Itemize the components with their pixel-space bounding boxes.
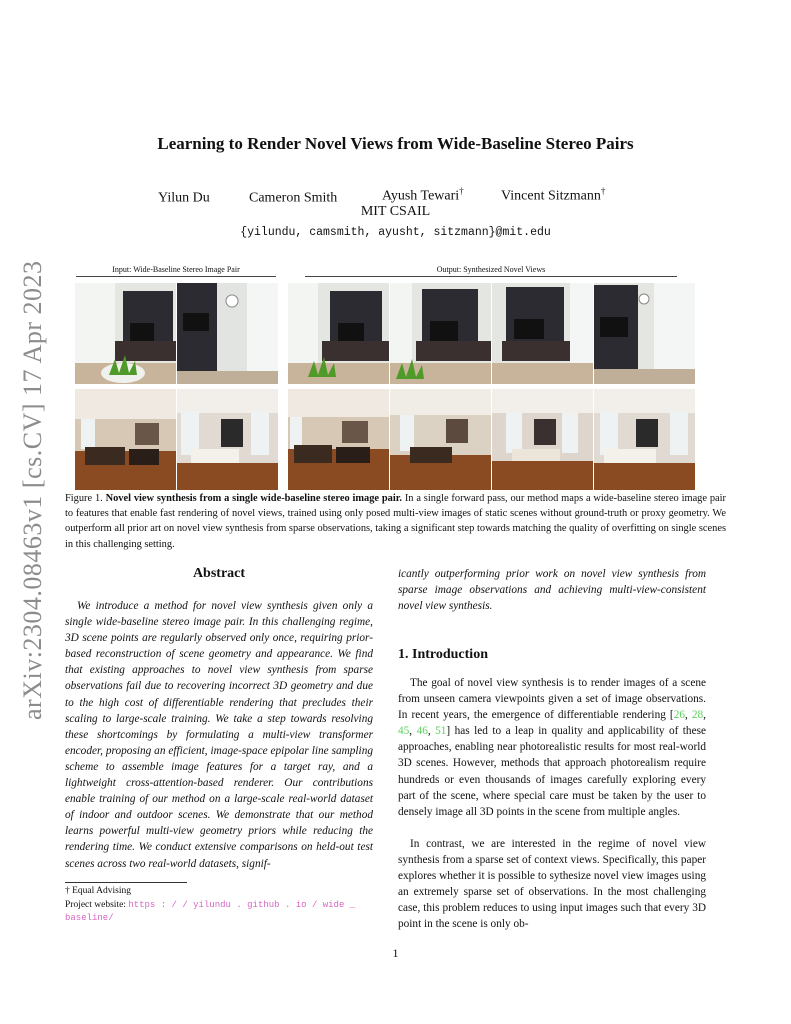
intro-paragraph-1: The goal of novel view synthesis is to render images of a scene from unseen camera viewpoints given a set of image observations. In recent years, the emergence of differentiable rendering [26, 28, 45, 46, 51] has led to a leap in quality and applicability of these approaches, enabling near photorealistic results for most real-world 3D scenes. However, methods that approach photorealism require hundreds or even thousands of images carefully exploring every part of the scene, where special care must be taken by the user to densely image all 3D points in the scene from multiple angles. (398, 677, 706, 818)
novel-view-2b (390, 389, 491, 490)
input-image-1b (177, 283, 278, 384)
figure-caption-bold: Novel view synthesis from a single wide-baseline stereo image pair. (105, 493, 402, 504)
citation-link[interactable]: 51 (435, 725, 447, 738)
introduction-heading: 1. Introduction (398, 647, 488, 662)
project-website-note: Project website: https : / / yilundu . github . io / wide _ baseline/ (65, 900, 356, 923)
novel-view-1c (492, 283, 593, 384)
author-1: Yilun Du (158, 190, 210, 206)
input-panel-rule (76, 276, 276, 277)
novel-view-2d (594, 389, 695, 490)
input-panel-label: Input: Wide-Baseline Stereo Image Pair (112, 265, 240, 274)
citation-link[interactable]: 45 (398, 725, 410, 738)
author-3: Ayush Tewari† (382, 186, 464, 204)
output-panel-rule (305, 276, 677, 277)
page-number: 1 (392, 946, 399, 960)
intro-paragraph-2: In contrast, we are interested in the regime of novel view synthesis from a sparse set of context views. Specifically, this paper explores whether it is possible to sythesize novel view images using an extremely sparse set of observations. In the most challenging case, this problem reduces to using input images such that every 3D point in the scene is only ob- (398, 838, 706, 931)
author-4: Vincent Sitzmann† (501, 186, 606, 204)
abstract-heading: Abstract (192, 566, 246, 581)
novel-view-1d (594, 283, 695, 384)
abstract-continuation: icantly outperforming prior work on novel view synthesis from sparse image observations and achieving multi-view-consistent novel view synthesis. (398, 568, 706, 613)
novel-view-2a (288, 389, 389, 490)
output-panel-label: Output: Synthesized Novel Views (436, 265, 546, 274)
citation-link[interactable]: 28 (691, 709, 704, 722)
novel-view-2c (492, 389, 593, 490)
novel-view-1a (288, 283, 389, 384)
paper-title: Learning to Render Novel Views from Wide-Baseline Stereo Pairs (157, 134, 634, 153)
figure-caption (65, 491, 726, 552)
equal-advising-note: † Equal Advising (65, 886, 131, 896)
citation-link[interactable]: 46 (416, 725, 428, 738)
input-image-1a (75, 283, 176, 384)
author-2: Cameron Smith (249, 190, 338, 206)
arxiv-stamp: arXiv:2304.08463v1 [cs.CV] 17 Apr 2023 (18, 260, 47, 720)
figure-caption-text: In a single forward pass, our method maps a wide-baseline stereo image pair to features that enable fast rendering of novel views, trained using only posed multi-view images of static scenes without ground-truth or proxy geometry. We outperform all prior art on novel view synthesis from sparse observations, taking a significant step towards matching the quality of overfitting on single scenes in this challenging setting. (65, 493, 726, 550)
figure-caption-label: Figure 1. (65, 493, 103, 504)
project-website-link[interactable]: https : / / yilundu . github . io / wide _ (128, 900, 356, 910)
novel-view-1b (390, 283, 491, 384)
project-website-link-cont[interactable]: baseline/ (65, 913, 114, 923)
author-emails: {yilundu, camsmith, ayusht, sitzmann}@mit.edu (240, 226, 551, 239)
input-image-2a (75, 389, 176, 490)
input-image-2b (177, 389, 278, 490)
footnote-rule (65, 882, 187, 883)
abstract-body: We introduce a method for novel view synthesis given only a single wide-baseline stereo image pair. In this challenging regime, 3D scene points are regularly observed only once, requiring prior-based reconstruction of scene geometry and appearance. We find that existing approaches to novel view synthesis from sparse observations fail due to recovering incorrect 3D geometry and due to the high cost of differentiable rendering that precludes their scaling to large-scale training. We take a step towards resolving these shortcomings by formulating a multi-view transformer encoder, proposing an efficient, image-space epipolar line sampling scheme to assemble image features for a target ray, and a lightweight cross-attention-based renderer. Our contributions enable training of our method on a large-scale real-world dataset of indoor and outdoor scenes. We demonstrate that our method learns powerful multi-view geometry priors while reducing the rendering time. We conduct extensive comparisons on held-out test scenes across two real-world datasets, signif- (65, 600, 373, 870)
citation-link[interactable]: 26 (673, 709, 685, 722)
affiliation: MIT CSAIL (360, 204, 431, 219)
